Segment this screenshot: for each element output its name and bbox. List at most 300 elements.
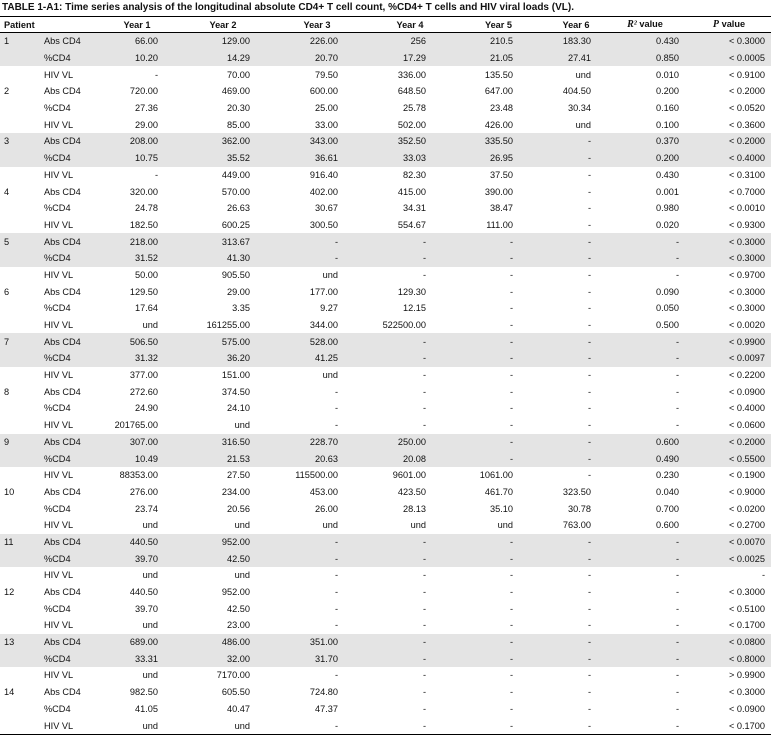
- r2-value: -: [675, 386, 679, 397]
- year-5-value: -: [456, 550, 541, 567]
- year-2-value: 952.00: [221, 587, 250, 598]
- year-4-value: -: [364, 333, 456, 350]
- year-3-value: -: [334, 670, 338, 681]
- measure-label: Abs CD4: [36, 133, 98, 150]
- p-value: < 0.0010: [728, 203, 765, 214]
- p-value: < 0.5500: [693, 450, 771, 467]
- measure-label: %CD4: [36, 50, 98, 67]
- year-2-value: 469.00: [221, 86, 250, 97]
- year-3-value: 351.00: [270, 634, 364, 651]
- p-value: < 0.3000: [693, 250, 771, 267]
- year-6-value: -: [541, 333, 611, 350]
- year-2-value: 605.50: [221, 687, 250, 698]
- table-row: [0, 283, 771, 300]
- year-5-value: 35.10: [490, 503, 513, 514]
- year-3-value: und: [322, 269, 338, 280]
- year-5-value: -: [456, 450, 541, 467]
- year-3-value: 724.80: [309, 687, 338, 698]
- table-row: [0, 617, 771, 634]
- year-5-value: 210.5: [456, 33, 541, 50]
- r2-value: 0.160: [656, 103, 679, 114]
- patient-id-empty: [0, 400, 36, 417]
- year-5-value: 1061.00: [479, 470, 513, 481]
- year-1-value: -: [154, 69, 158, 80]
- year-4-value: -: [422, 370, 426, 381]
- year-5-value: 23.48: [490, 103, 513, 114]
- measure-label: HIV VL: [36, 717, 98, 734]
- r2-value: 0.230: [656, 470, 679, 481]
- measure-label: HIV VL: [44, 670, 74, 681]
- year-6-value: -: [587, 670, 591, 681]
- year-6-value: -: [587, 169, 591, 180]
- r2-value: -: [611, 550, 693, 567]
- year-5-value: -: [456, 434, 541, 451]
- year-1-value: -: [154, 169, 158, 180]
- year-4-value: 9601.00: [392, 470, 426, 481]
- patient-id-empty: [0, 600, 36, 617]
- measure-label: Abs CD4: [36, 634, 98, 651]
- measure-label: %CD4: [44, 403, 71, 414]
- r2-value: 0.490: [611, 450, 693, 467]
- year-2-value: 24.10: [227, 403, 250, 414]
- year-2-value: 905.50: [221, 269, 250, 280]
- header-p-value: [693, 17, 771, 33]
- r2-value: 0.050: [656, 303, 679, 314]
- patient-id-empty: [0, 367, 36, 384]
- p-value: < 0.3000: [728, 286, 765, 297]
- r2-value: -: [611, 634, 693, 651]
- year-1-value: 208.00: [98, 133, 176, 150]
- year-3-value: 41.25: [270, 350, 364, 367]
- p-value: < 0.3000: [728, 687, 765, 698]
- r2-value: 0.370: [611, 133, 693, 150]
- year-3-value: -: [334, 620, 338, 631]
- year-2-value: 129.00: [176, 33, 270, 50]
- p-value: < 0.1700: [693, 717, 771, 734]
- patient-id-empty: [0, 317, 36, 334]
- p-value: < 0.4000: [693, 150, 771, 167]
- header-r2-value: [611, 17, 693, 33]
- year-1-value: 29.00: [135, 119, 158, 130]
- table-row: [0, 150, 771, 167]
- measure-label: %CD4: [44, 603, 71, 614]
- r2-value: -: [675, 687, 679, 698]
- p-symbol: P: [712, 19, 720, 30]
- r2-value: -: [675, 670, 679, 681]
- p-value: < 0.7000: [728, 186, 765, 197]
- table-row: [0, 350, 771, 367]
- r2-value: 0.600: [656, 520, 679, 531]
- year-2-value: 486.00: [176, 634, 270, 651]
- year-5-value: -: [509, 303, 513, 314]
- year-1-value: 182.50: [129, 219, 158, 230]
- year-2-value: 21.53: [176, 450, 270, 467]
- year-1-value: und: [142, 520, 158, 531]
- year-1-value: 377.00: [129, 370, 158, 381]
- r2-value: 0.980: [656, 203, 679, 214]
- year-4-value: 34.31: [403, 203, 426, 214]
- year-6-value: -: [587, 603, 591, 614]
- p-value: < 0.1900: [728, 470, 765, 481]
- year-2-value: 42.50: [176, 550, 270, 567]
- year-5-value: 38.47: [490, 203, 513, 214]
- year-1-value: 23.74: [135, 503, 158, 514]
- year-4-value: -: [364, 717, 456, 734]
- measure-label: %CD4: [36, 350, 98, 367]
- year-5-value: -: [509, 420, 513, 431]
- patient-id-empty: [0, 350, 36, 367]
- year-2-value: 36.20: [176, 350, 270, 367]
- year-1-value: 39.70: [135, 603, 158, 614]
- patient-id-empty: [0, 467, 36, 484]
- r2-value: -: [675, 420, 679, 431]
- p-value: < 0.5100: [728, 603, 765, 614]
- p-value: < 0.9700: [728, 269, 765, 280]
- year-4-value: 25.78: [403, 103, 426, 114]
- year-3-value: 528.00: [270, 333, 364, 350]
- patient-id-empty: [0, 50, 36, 67]
- year-2-value: 234.00: [221, 486, 250, 497]
- r2-value: -: [675, 370, 679, 381]
- r2-value: -: [611, 717, 693, 734]
- r2-value: 0.010: [656, 69, 679, 80]
- table-row: [0, 300, 771, 317]
- table-row: [0, 717, 771, 734]
- year-4-value: -: [422, 687, 426, 698]
- measure-label: %CD4: [36, 250, 98, 267]
- year-2-value: 952.00: [176, 534, 270, 551]
- p-text: value: [719, 19, 746, 29]
- year-1-value: 41.05: [135, 703, 158, 714]
- patient-id-empty: [0, 66, 36, 83]
- p-value: < 0.9300: [728, 219, 765, 230]
- year-1-value: 88353.00: [119, 470, 158, 481]
- p-value: < 0.2700: [728, 520, 765, 531]
- year-6-value: 763.00: [562, 520, 591, 531]
- year-2-value: und: [176, 717, 270, 734]
- year-5-value: -: [509, 570, 513, 581]
- year-5-value: 647.00: [484, 86, 513, 97]
- year-4-value: 502.00: [397, 119, 426, 130]
- measure-label: HIV VL: [44, 570, 74, 581]
- patient-id-empty: [0, 100, 36, 117]
- year-1-value: 440.50: [98, 534, 176, 551]
- year-3-value: -: [334, 570, 338, 581]
- year-5-value: 461.70: [484, 486, 513, 497]
- patient-id: 8: [4, 386, 10, 397]
- patient-id: 11: [0, 534, 36, 551]
- r2-value: -: [675, 603, 679, 614]
- p-value: < 0.2000: [693, 133, 771, 150]
- p-value: < 0.4000: [728, 403, 765, 414]
- year-5-value: 37.50: [490, 169, 513, 180]
- year-6-value: 30.78: [568, 503, 591, 514]
- measure-label: HIV VL: [44, 169, 74, 180]
- header-year-1: Year 1: [98, 17, 176, 33]
- year-6-value: -: [587, 203, 591, 214]
- year-5-value: -: [509, 703, 513, 714]
- p-value: < 0.3100: [728, 169, 765, 180]
- header-year-5: Year 5: [456, 17, 541, 33]
- r2-value: -: [611, 534, 693, 551]
- measure-label: HIV VL: [44, 119, 74, 130]
- year-1-value: 31.52: [98, 250, 176, 267]
- year-4-value: 17.29: [364, 50, 456, 67]
- year-4-value: 648.50: [397, 86, 426, 97]
- year-4-value: -: [422, 587, 426, 598]
- year-1-value: 201765.00: [114, 420, 158, 431]
- year-4-value: -: [422, 670, 426, 681]
- p-value: -: [761, 570, 765, 581]
- table-row: [0, 317, 771, 334]
- year-5-value: 335.50: [456, 133, 541, 150]
- table-row: [0, 484, 771, 501]
- table-row: [0, 250, 771, 267]
- r2-value: 0.040: [656, 486, 679, 497]
- year-3-value: -: [334, 603, 338, 614]
- year-2-value: 575.00: [176, 333, 270, 350]
- r2-value: -: [675, 703, 679, 714]
- measure-label: Abs CD4: [44, 186, 81, 197]
- year-3-value: 344.00: [309, 320, 338, 331]
- r2-value: -: [611, 250, 693, 267]
- year-3-value: 115500.00: [295, 470, 338, 481]
- year-4-value: -: [422, 703, 426, 714]
- r2-value: 0.001: [656, 186, 679, 197]
- patient-id: 2: [4, 86, 10, 97]
- measure-label: Abs CD4: [44, 687, 81, 698]
- r2-value: 0.700: [656, 503, 679, 514]
- year-3-value: 600.00: [309, 86, 338, 97]
- patient-id-empty: [0, 667, 36, 684]
- year-6-value: 323.50: [562, 486, 591, 497]
- year-4-value: -: [364, 550, 456, 567]
- r2-text: value: [636, 19, 663, 29]
- year-3-value: 343.00: [270, 133, 364, 150]
- measure-label: Abs CD4: [44, 486, 81, 497]
- year-6-value: -: [587, 587, 591, 598]
- p-value: < 0.0005: [693, 50, 771, 67]
- patient-id-empty: [0, 417, 36, 434]
- table-row: [0, 400, 771, 417]
- measure-label: HIV VL: [44, 69, 74, 80]
- measure-label: %CD4: [44, 503, 71, 514]
- year-3-value: 25.00: [315, 103, 338, 114]
- table-row: [0, 233, 771, 250]
- year-5-value: -: [509, 620, 513, 631]
- table-row: [0, 33, 771, 50]
- year-5-value: -: [509, 403, 513, 414]
- year-3-value: -: [270, 233, 364, 250]
- year-2-value: 374.50: [221, 386, 250, 397]
- year-4-value: -: [364, 233, 456, 250]
- p-value: < 0.0097: [693, 350, 771, 367]
- patient-id-empty: [0, 717, 36, 734]
- year-2-value: 161255.00: [206, 320, 250, 331]
- year-3-value: -: [270, 534, 364, 551]
- year-5-value: -: [509, 320, 513, 331]
- p-value: < 0.8000: [693, 650, 771, 667]
- measure-label: HIV VL: [44, 219, 74, 230]
- year-3-value: und: [322, 520, 338, 531]
- year-6-value: -: [587, 570, 591, 581]
- p-value: < 0.2000: [693, 434, 771, 451]
- table-row: [0, 133, 771, 150]
- year-4-value: -: [364, 634, 456, 651]
- r2-value: -: [611, 233, 693, 250]
- year-4-value: -: [364, 650, 456, 667]
- year-2-value: 23.00: [227, 620, 250, 631]
- year-2-value: 7170.00: [216, 670, 250, 681]
- p-value: < 0.0070: [693, 534, 771, 551]
- year-4-value: -: [422, 620, 426, 631]
- year-1-value: und: [142, 620, 158, 631]
- year-1-value: 31.32: [98, 350, 176, 367]
- patient-id: 3: [0, 133, 36, 150]
- measure-label: Abs CD4: [44, 587, 81, 598]
- year-3-value: 31.70: [270, 650, 364, 667]
- patient-id-empty: [0, 517, 36, 534]
- year-6-value: -: [541, 450, 611, 467]
- year-1-value: 17.64: [135, 303, 158, 314]
- year-2-value: 42.50: [227, 603, 250, 614]
- year-4-value: 522500.00: [382, 320, 426, 331]
- year-1-value: und: [142, 670, 158, 681]
- measure-label: Abs CD4: [36, 333, 98, 350]
- year-2-value: 3.35: [232, 303, 250, 314]
- year-1-value: 24.78: [135, 203, 158, 214]
- p-value: < 0.0800: [693, 634, 771, 651]
- patient-id: 14: [4, 687, 15, 698]
- year-5-value: -: [456, 350, 541, 367]
- year-5-value: 135.50: [484, 69, 513, 80]
- measure-label: %CD4: [44, 103, 71, 114]
- year-5-value: -: [509, 603, 513, 614]
- year-1-value: und: [98, 717, 176, 734]
- year-2-value: 570.00: [221, 186, 250, 197]
- year-1-value: 10.20: [98, 50, 176, 67]
- year-2-value: 20.30: [227, 103, 250, 114]
- year-1-value: 24.90: [135, 403, 158, 414]
- patient-id: 1: [0, 33, 36, 50]
- p-value: < 0.0025: [693, 550, 771, 567]
- year-6-value: -: [541, 133, 611, 150]
- year-2-value: 600.25: [221, 219, 250, 230]
- table-row: [0, 83, 771, 100]
- year-1-value: 982.50: [129, 687, 158, 698]
- patient-id-empty: [0, 500, 36, 517]
- year-5-value: -: [509, 370, 513, 381]
- patient-id: 10: [4, 486, 15, 497]
- measure-label: %CD4: [36, 550, 98, 567]
- patient-id-empty: [0, 550, 36, 567]
- year-3-value: 453.00: [309, 486, 338, 497]
- year-2-value: 362.00: [176, 133, 270, 150]
- header-measure: [36, 17, 98, 33]
- r2-value: 0.600: [611, 434, 693, 451]
- year-5-value: -: [456, 250, 541, 267]
- year-2-value: 29.00: [227, 286, 250, 297]
- year-1-value: und: [142, 570, 158, 581]
- r2-value: -: [675, 570, 679, 581]
- patient-id-empty: [0, 300, 36, 317]
- r2-value: -: [675, 269, 679, 280]
- year-3-value: 30.67: [315, 203, 338, 214]
- year-5-value: -: [509, 587, 513, 598]
- year-2-value: 316.50: [176, 434, 270, 451]
- patient-id-empty: [0, 167, 36, 184]
- patient-id-empty: [0, 567, 36, 584]
- table-caption: TABLE 1-A1: Time series analysis of the longitudinal absolute CD4+ T cell count, %CD4+ T cells and HIV viral loads (VL).: [2, 2, 574, 13]
- year-6-value: -: [541, 634, 611, 651]
- year-5-value: -: [509, 670, 513, 681]
- year-4-value: -: [422, 603, 426, 614]
- r2-value: -: [611, 350, 693, 367]
- patient-id: 7: [0, 333, 36, 350]
- year-1-value: und: [142, 320, 158, 331]
- year-2-value: 20.56: [227, 503, 250, 514]
- year-2-value: 151.00: [221, 370, 250, 381]
- year-1-value: 129.50: [129, 286, 158, 297]
- table-row: [0, 66, 771, 83]
- year-6-value: 27.41: [541, 50, 611, 67]
- table-row: [0, 200, 771, 217]
- r2-value: 0.020: [656, 219, 679, 230]
- table-row: [0, 550, 771, 567]
- patient-id: 12: [4, 587, 15, 598]
- measure-label: HIV VL: [44, 420, 74, 431]
- year-1-value: 440.50: [129, 587, 158, 598]
- p-value: < 0.3600: [728, 119, 765, 130]
- year-3-value: und: [322, 370, 338, 381]
- year-3-value: 300.50: [309, 219, 338, 230]
- year-5-value: -: [456, 717, 541, 734]
- year-6-value: und: [575, 119, 591, 130]
- year-5-value: 111.00: [486, 219, 513, 230]
- year-2-value: und: [234, 570, 250, 581]
- p-value: < 0.9000: [728, 486, 765, 497]
- table-row: [0, 600, 771, 617]
- year-6-value: -: [587, 269, 591, 280]
- year-1-value: 307.00: [98, 434, 176, 451]
- p-value: < 0.0900: [728, 386, 765, 397]
- p-value: < 0.2000: [728, 86, 765, 97]
- header-patient: Patient: [0, 17, 36, 33]
- measure-label: Abs CD4: [44, 86, 81, 97]
- year-3-value: 228.70: [270, 434, 364, 451]
- r2-value: -: [675, 620, 679, 631]
- table-row: [0, 217, 771, 234]
- r2-symbol: R²: [627, 19, 637, 30]
- year-5-value: und: [497, 520, 513, 531]
- year-3-value: 226.00: [270, 33, 364, 50]
- year-5-value: 21.05: [456, 50, 541, 67]
- year-3-value: -: [270, 250, 364, 267]
- year-6-value: -: [587, 186, 591, 197]
- r2-value: 0.200: [611, 150, 693, 167]
- p-value: < 0.0520: [728, 103, 765, 114]
- year-3-value: 79.50: [315, 69, 338, 80]
- measure-label: HIV VL: [44, 320, 74, 331]
- year-4-value: 336.00: [397, 69, 426, 80]
- year-5-value: -: [456, 650, 541, 667]
- year-6-value: -: [587, 687, 591, 698]
- table-row: [0, 100, 771, 117]
- year-4-value: 423.50: [397, 486, 426, 497]
- year-1-value: 320.00: [129, 186, 158, 197]
- p-value: < 0.0020: [728, 320, 765, 331]
- year-1-value: 27.36: [135, 103, 158, 114]
